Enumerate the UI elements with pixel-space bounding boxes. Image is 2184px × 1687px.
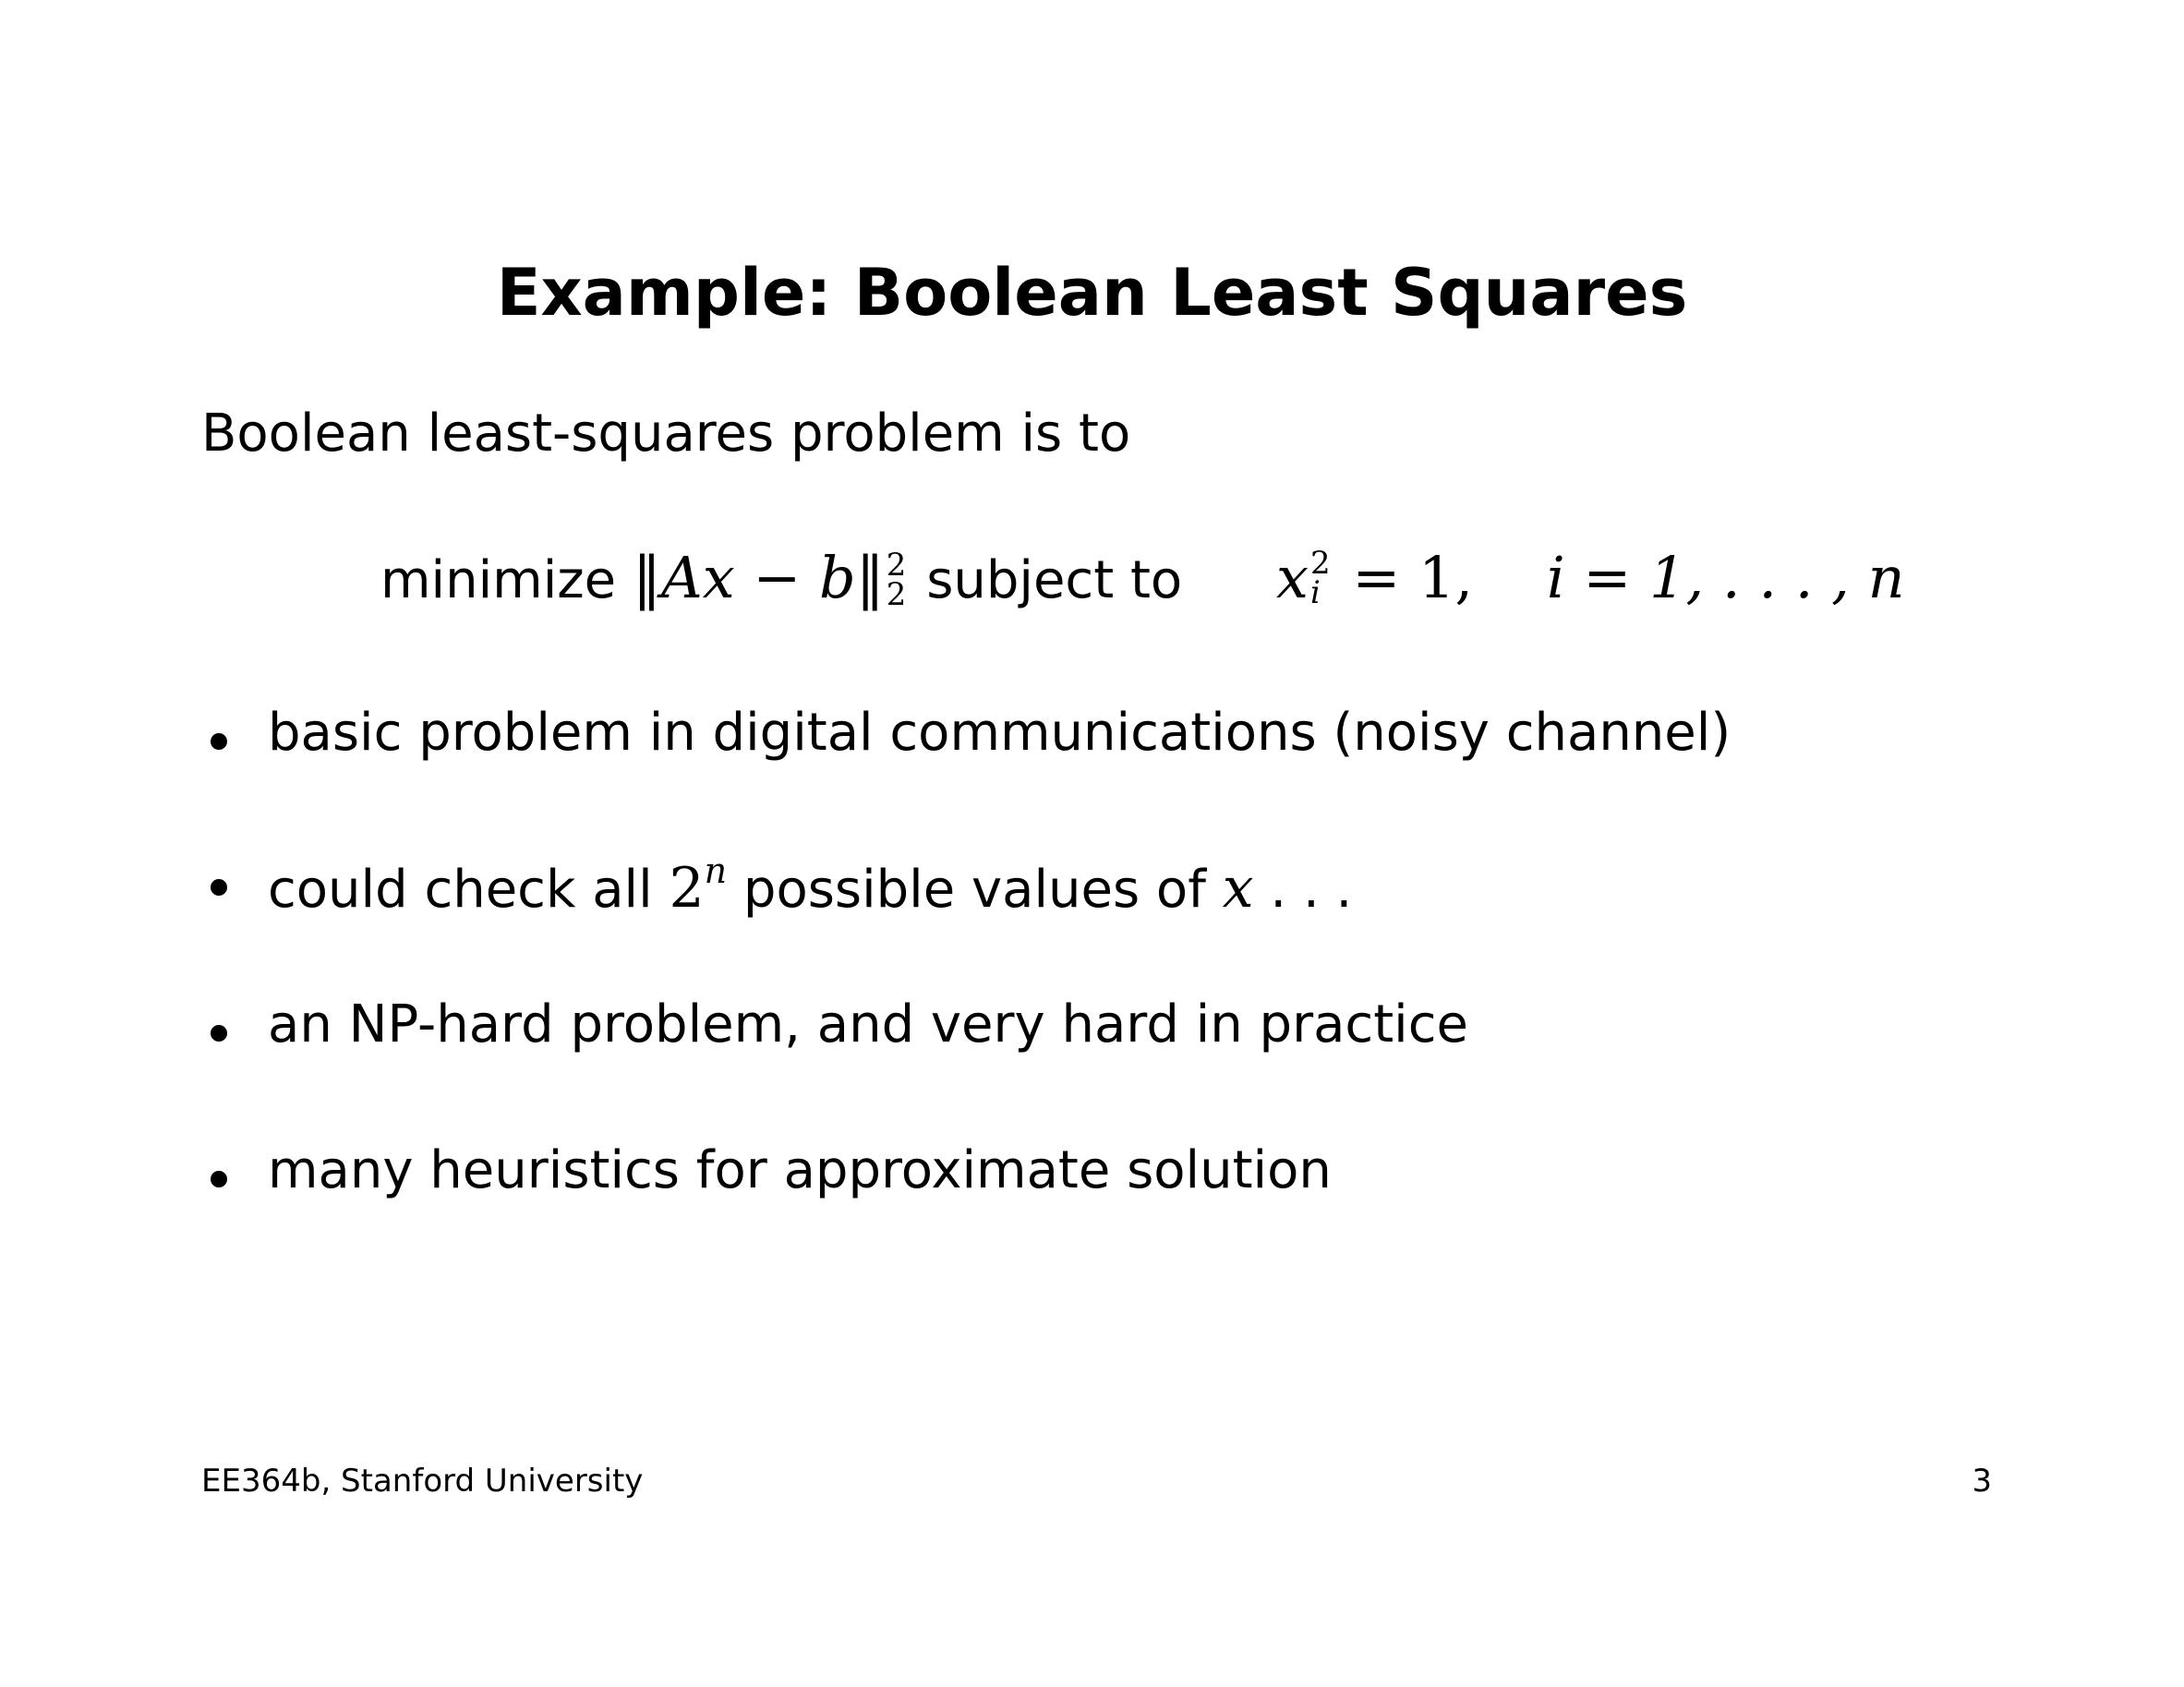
page-number: 3	[1972, 1463, 1992, 1500]
slide-title: Example: Boolean Least Squares	[496, 255, 1688, 331]
constraint-sub: i	[1309, 573, 1321, 611]
bullet-dot-icon	[211, 733, 227, 750]
footer-course: EE364b, Stanford University	[201, 1463, 644, 1500]
bullet-text-post: . . .	[1253, 860, 1353, 920]
constraint-variable: x	[1276, 544, 1309, 611]
bullet-dot-icon	[211, 1171, 227, 1187]
bullet-text: basic problem in digital communications (noisy channel)	[268, 703, 1732, 763]
subject-to-label: subject to	[926, 550, 1183, 610]
objective-norm-indices	[886, 546, 907, 613]
minimize-label: minimize	[380, 550, 617, 610]
math-exponent: n	[704, 850, 728, 891]
equation-constraint	[1276, 544, 1905, 611]
equation-objective	[380, 544, 1183, 613]
objective-expression: ‖Ax − b‖	[632, 544, 885, 611]
bullet-text-pre: could check all	[268, 860, 670, 920]
math-base: 2	[669, 856, 705, 921]
constraint-sup: 2	[1309, 544, 1331, 582]
bullet-dot-icon	[211, 1025, 227, 1042]
constraint-range: i = 1, . . . , n	[1546, 544, 1905, 611]
bullet-text: an NP-hard problem, and very hard in practice	[268, 994, 1468, 1054]
math-variable: x	[1222, 856, 1254, 921]
bullet-text-mid: possible values of	[727, 860, 1223, 920]
bullet-text	[268, 850, 1353, 921]
constraint-rhs: = 1,	[1333, 544, 1474, 611]
objective-sub: 2	[886, 575, 907, 613]
bullet-dot-icon	[211, 879, 227, 896]
intro-text: Boolean least-squares problem is to	[201, 404, 1131, 464]
constraint-indices	[1309, 544, 1331, 611]
bullet-text: many heuristics for approximate solution	[268, 1140, 1332, 1200]
objective-sup: 2	[886, 546, 907, 584]
